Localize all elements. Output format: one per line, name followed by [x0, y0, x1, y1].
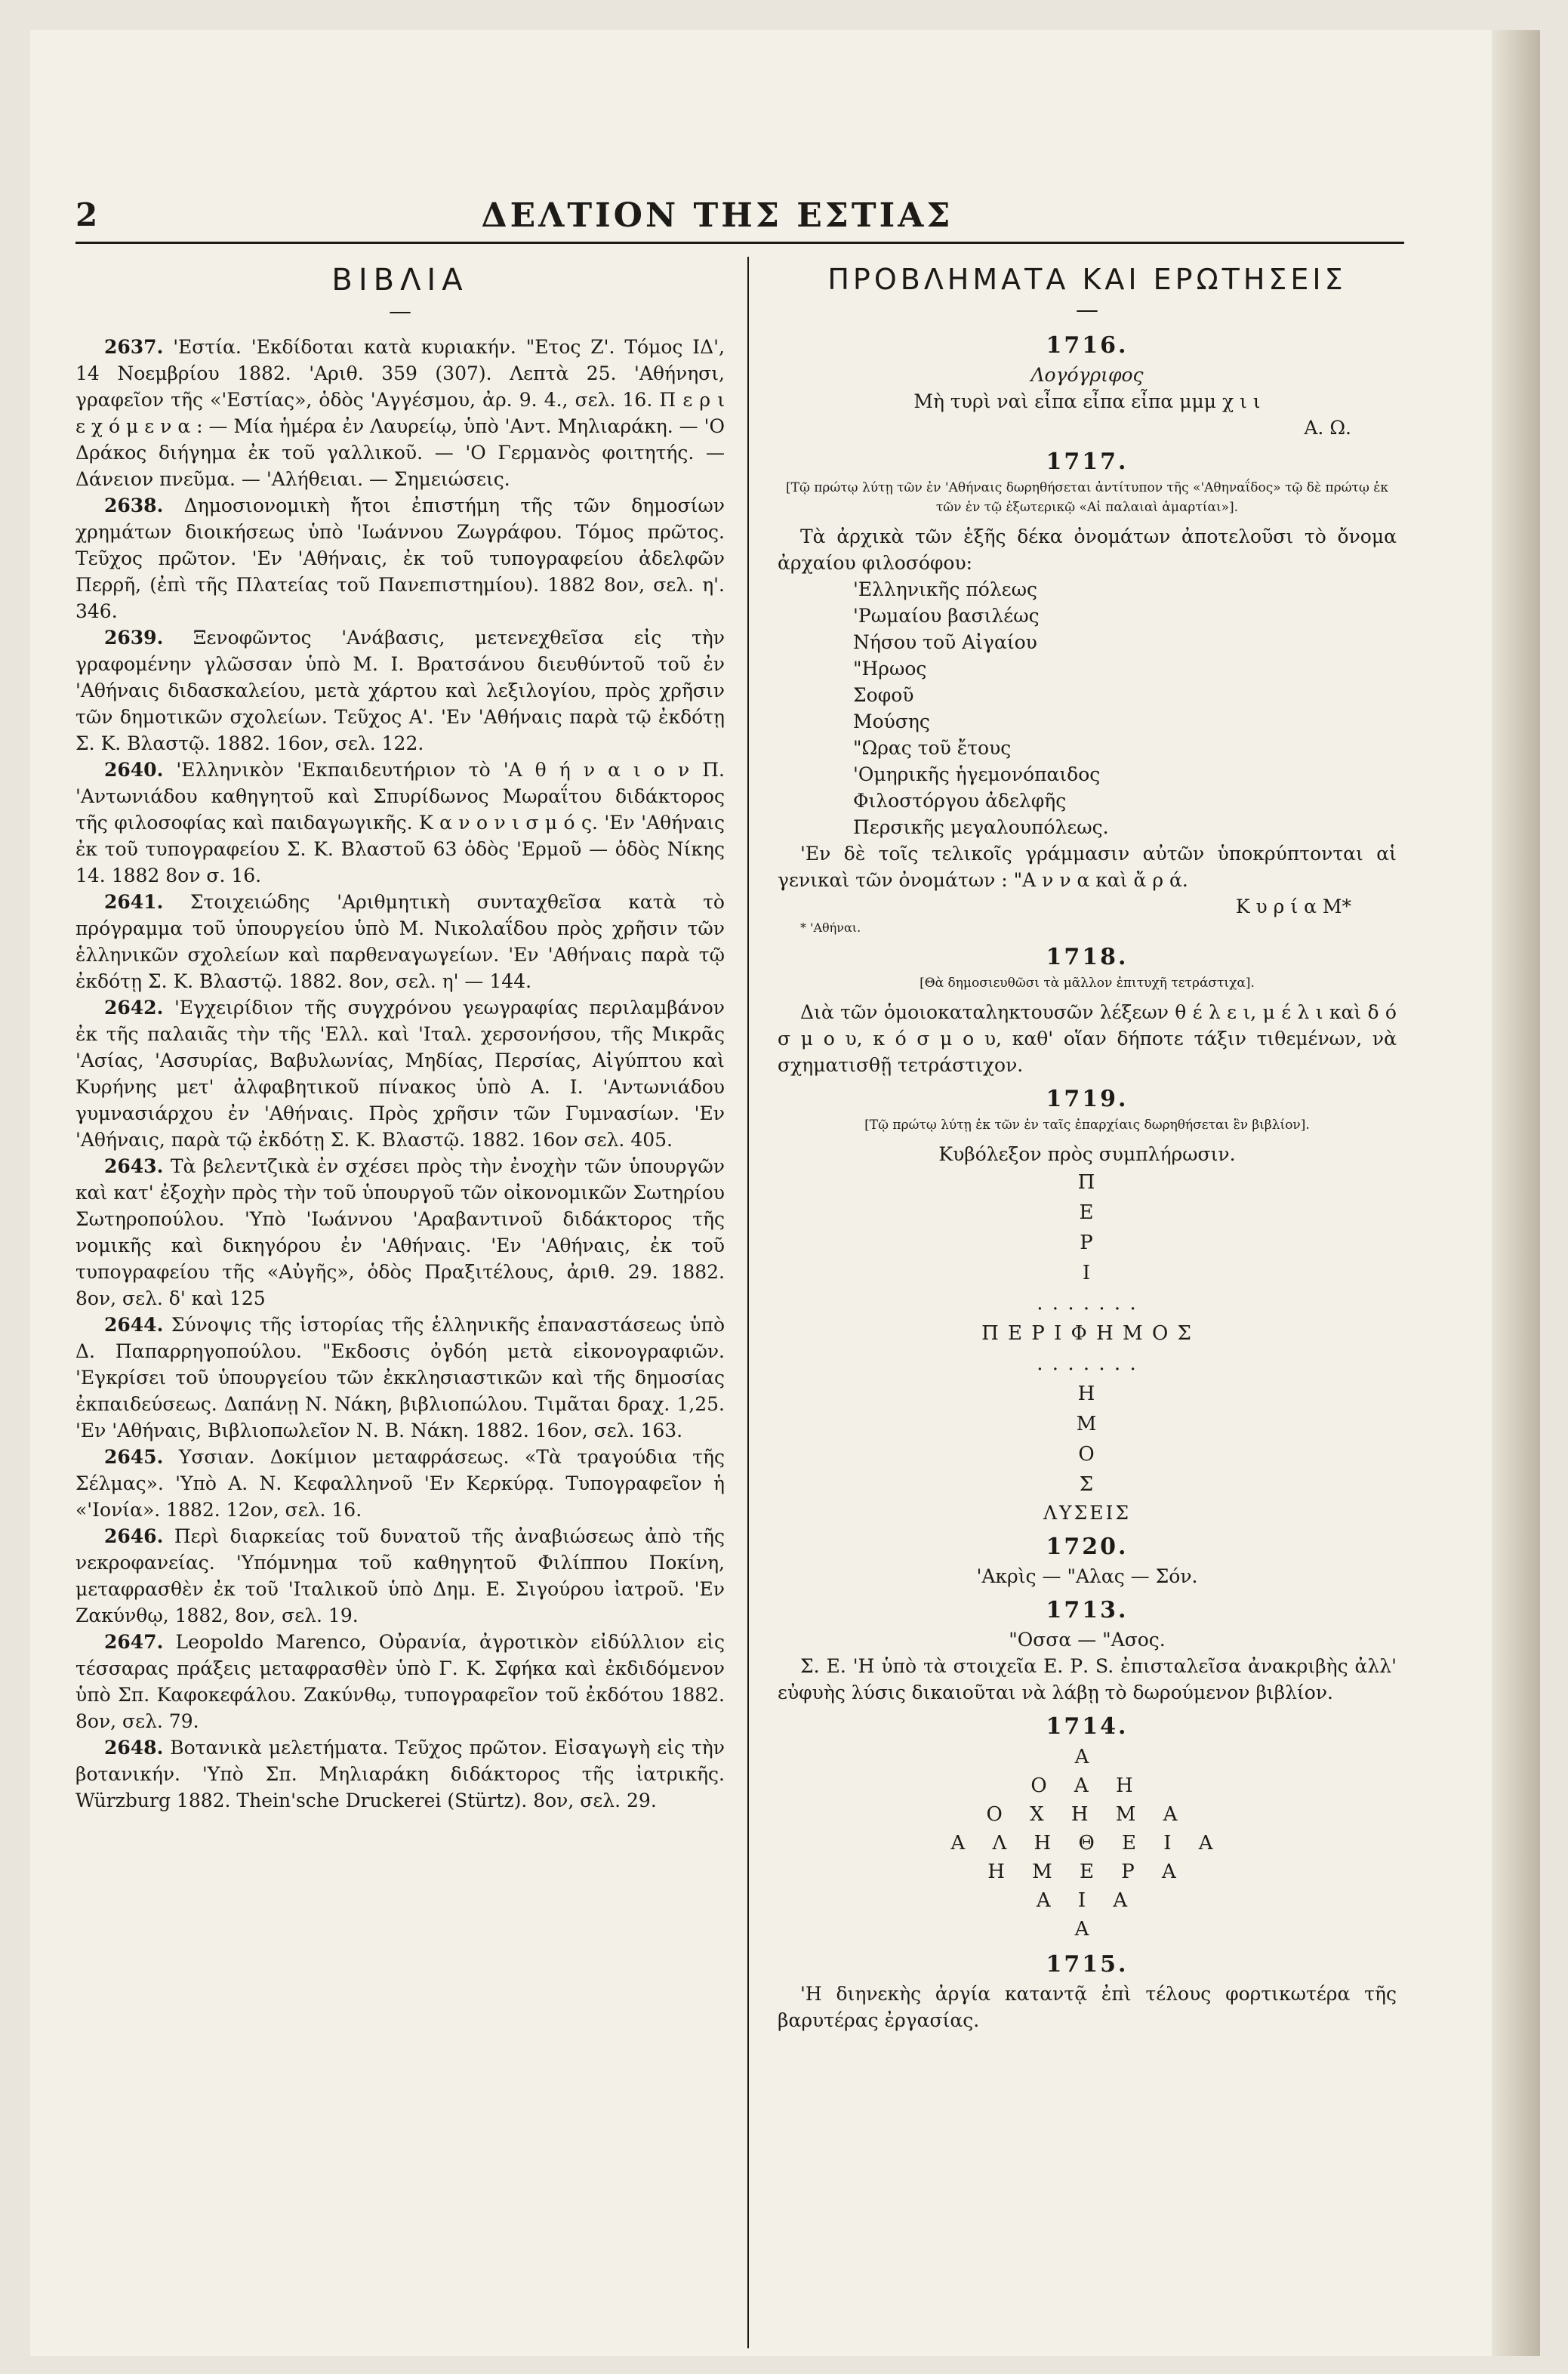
entry-text: 'Ελληνικὸν 'Εκπαιδευτήριον τὸ 'Α θ ή ν α ι ο ν Π. 'Αντωνιάδου καθηγητοῦ καὶ Σπυρίδωνος Μωραΐτου διδάκτορος τῆς φιλοσοφίας καὶ παιδαγωγικῆς. Κ α ν ο ν ι σ μ ό ς. 'Εν 'Αθήναις ἐκ τοῦ τυπογραφείου Σ. Κ. Βλαστοῦ 63 ὁδὸς 'Ερμοῦ — ὁδὸς Νίκης 14. 1882 8ον σ. 16. — [75, 759, 725, 886]
pyramid-row: Α Λ Η Θ Ε Ι Α — [950, 1832, 1224, 1854]
problem-number: 1716. — [1046, 332, 1129, 359]
solution-note: Σ. Ε. 'Η ὑπὸ τὰ στοιχεῖα Ε. Ρ. S. ἐπισταλεῖσα ἀνακριβὴς ἀλλ' εὐφυὴς λύσις δικαιοῦται νὰ λάβῃ τὸ δωρούμενον βιβλίον. — [778, 1655, 1397, 1703]
solution-1720 — [778, 1534, 1397, 1589]
book-entry — [75, 334, 725, 492]
book-entry — [75, 994, 725, 1153]
clue-item: Σοφοῦ — [853, 684, 914, 706]
problem-outro: 'Εν δὲ τοῖς τελικοῖς γράμμασιν αὐτῶν ὑποκρύπτονται αἱ γενικαὶ τῶν ὀνομάτων : "Α ν ν α καὶ ἄ ρ ά. — [778, 843, 1397, 891]
grid-row: Ι — [1082, 1262, 1092, 1284]
book-entry — [75, 757, 725, 889]
clue-item: Φιλοστόργου ἀδελφῆς — [853, 790, 1067, 812]
grid-row: Σ — [1079, 1473, 1095, 1496]
page-number: 2 — [75, 196, 98, 233]
book-entry — [75, 1734, 725, 1814]
entry-text: Σύνοψις τῆς ἱστορίας τῆς ἑλληνικῆς ἐπαναστάσεως ὑπὸ Δ. Παπαρρηγοπούλου. "Εκδοσις ὀγδόη μετὰ εἰκονογραφιῶν. 'Εγκρίσει τοῦ ὑπουργείου τῶν ἐκκλησιαστικῶν καὶ τῆς δημοσίας ἐκπαιδεύσεως. Δαπάνῃ Ν. Νάκη, βιβλιοπώλου. Τιμᾶται δραχ. 1,25. 'Εν 'Αθήναις, Βιβλιοπωλεῖον Ν. Β. Νάκη. 1882. 16ον, σελ. 163. — [75, 1314, 725, 1441]
entry-number: 2638. — [104, 495, 164, 516]
clue-item: Νήσου τοῦ Αἰγαίου — [853, 631, 1037, 653]
problem-number: 1719. — [1046, 1086, 1129, 1112]
prize-note: [Τῷ πρώτῳ λύτῃ ἐκ τῶν ἐν ταῖς ἐπαρχίαις δωρηθήσεται ἓν βιβλίον]. — [864, 1118, 1310, 1133]
pyramid-row: Α Ι Α — [1036, 1889, 1138, 1912]
entry-text: Βοτανικὰ μελετήματα. Τεῦχος πρῶτον. Εἰσαγωγὴ εἰς τὴν βοτανικήν. 'Υπὸ Σπ. Μηλιαράκη διδάκτορος τῆς ἰατρικῆς. Würzburg 1882. Thein'sche Druckerei (Stürtz). 8ον, σελ. 29. — [75, 1737, 725, 1811]
column-divider — [747, 257, 749, 2348]
solution-text: 'Ακρὶς — "Αλας — Σόν. — [976, 1565, 1198, 1587]
grid-row: . . . . . . . — [1037, 1292, 1138, 1315]
problem-1718 — [778, 944, 1397, 1078]
prize-note: [Τῷ πρώτῳ λύτῃ τῶν ἐν 'Αθήναις δωρηθήσεται ἀντίτυπον τῆς «'Αθηναΐδος» τῷ δὲ πρώτῳ ἐκ τῶν ἐν τῷ ἐξωτερικῷ «Αἱ παλαιαὶ ἁμαρτίαι»]. — [786, 480, 1388, 515]
entry-number: 2644. — [104, 1314, 164, 1336]
page-gutter-shadow — [1492, 30, 1540, 2356]
book-entry — [75, 1312, 725, 1444]
grid-row: Μ — [1076, 1413, 1098, 1435]
grid-row: Ο — [1078, 1443, 1096, 1466]
solution-text: 'Η διηνεκὴς ἀργία καταντᾷ ἐπὶ τέλους φορτικωτέρα τῆς βαρυτέρας ἐργασίας. — [778, 1983, 1397, 2031]
book-entry — [75, 1523, 725, 1629]
solution-text: "Οσσα — "Ασος. — [1009, 1629, 1166, 1651]
entry-text: Περὶ διαρκείας τοῦ δυνατοῦ τῆς ἀναβιώσεως ἀπὸ τῆς νεκροφανείας. 'Υπόμνημα τοῦ καθηγητοῦ Φιλίππου Ποκίνη, μεταφρασθὲν ἐκ τοῦ 'Ιταλικοῦ ὑπὸ Δημ. Ε. Σιγούρου ἰατροῦ. 'Εν Ζακύνθῳ, 1882, 8ον, σελ. 19. — [75, 1525, 725, 1626]
cross-word-grid — [778, 1167, 1397, 1500]
problem-1717 — [778, 449, 1397, 936]
clue-item: 'Ελληνικῆς πόλεως — [853, 578, 1038, 600]
pyramid-row: Α — [1074, 1918, 1100, 1941]
entry-text: Ξενοφῶντος 'Ανάβασις, μετενεχθεῖσα εἰς τὴν γραφομένην γλῶσσαν ὑπὸ Μ. Ι. Βρατσάνου διευθύντοῦ τοῦ ἐν 'Αθήναις διδασκαλείου, μετὰ χάρτου καὶ λεξιλογίου, πρὸς χρῆσιν τῶν δημοτικῶν σχολείων. Τεῦχος Α'. 'Εν 'Αθήναις παρὰ τῷ ἐκδότῃ Σ. Κ. Βλαστῷ. 1882. 16ον, σελ. 122. — [75, 627, 725, 754]
pyramid-row: Ο Α Η — [1030, 1774, 1144, 1797]
problem-signature: Α. Ω. — [1304, 417, 1351, 439]
problems-column — [778, 257, 1397, 2033]
clue-item: 'Ρωμαίου βασιλέως — [853, 605, 1040, 627]
clue-item: 'Ομηρικῆς ἡγεμονόπαιδος — [853, 763, 1101, 785]
solutions-title: ΛΥΣΕΙΣ — [1043, 1502, 1132, 1524]
book-entry — [75, 1629, 725, 1734]
entry-text: Δημοσιονομικὴ ἤτοι ἐπιστήμη τῆς τῶν δημοσίων χρημάτων διοικήσεως ὑπὸ 'Ιωάννου Ζωγράφου. Τόμος πρῶτος. Τεῦχος πρῶτον. 'Εν 'Αθήναις, ἐκ τοῦ τυπογραφείου ἀδελφῶν Περρῆ, (ἐπὶ τῆς Πλατείας τοῦ Πανεπιστημίου). 1882 8ον, σελ. η'. 346. — [75, 495, 725, 622]
problem-1716 — [778, 332, 1397, 441]
book-entry — [75, 1153, 725, 1312]
solution-number: 1715. — [1046, 1951, 1129, 1978]
grid-row: Η — [1077, 1383, 1097, 1405]
book-entry — [75, 889, 725, 994]
entry-text: Leopoldo Marenco, Οὐρανία, ἀγροτικὸν εἰδύλλιον εἰς τέσσαρας πράξεις μεταφρασθὲν ὑπὸ Γ. Κ. Σφήκα καὶ ἐκδιδόμενον ὑπὸ Σπ. Καφοκεφάλου. Ζακύνθῳ, τυπογραφεῖον τοῦ ἐκδότου 1882. 8ον, σελ. 79. — [75, 1631, 725, 1732]
clue-list — [853, 576, 1397, 840]
entry-text: Στοιχειώδης 'Αριθμητικὴ συνταχθεῖσα κατὰ τὸ πρόγραμμα τοῦ ὑπουργείου ὑπὸ Μ. Νικολαΐδου πρὸς χρῆσιν τῶν ἑλληνικῶν σχολείων καὶ παρθεναγωγείων. 'Εν 'Αθήναις παρὰ τῷ ἐκδότῃ Σ. Κ. Βλαστῷ. 1882. 8ον, σελ. η' — 144. — [75, 891, 725, 992]
problem-label: Λογόγριφος — [1030, 364, 1144, 386]
entry-number: 2641. — [104, 891, 164, 913]
problem-text: Μὴ τυρὶ ναὶ εἶπα εἶπα εἶπα μμμ χ ι ι — [913, 390, 1261, 412]
problem-signature: Κ υ ρ ί α Μ* — [1235, 896, 1351, 917]
pyramid-row: Α — [1074, 1746, 1100, 1768]
problem-label: Κυβόλεξον πρὸς συμπλήρωσιν. — [938, 1143, 1236, 1165]
grid-row: Π Ε Ρ Ι Φ Η Μ Ο Σ — [981, 1322, 1193, 1345]
book-entries-list — [75, 334, 725, 1814]
problems-section-title: ΠΡΟΒΛΗΜΑΤΑ ΚΑΙ ΕΡΩΤΗΣΕΙΣ — [827, 263, 1347, 296]
pyramid-row: Η Μ Ε Ρ Α — [987, 1861, 1187, 1883]
header-rule — [75, 242, 1404, 244]
pyramid-row: Ο Χ Η Μ Α — [986, 1803, 1188, 1826]
section-dash: — — [389, 298, 411, 325]
solution-1713 — [778, 1597, 1397, 1706]
problem-number: 1717. — [1046, 449, 1129, 475]
problem-intro: Τὰ ἀρχικὰ τῶν ἑξῆς δέκα ὀνομάτων ἀποτελοῦσι τὸ ὄνομα ἀρχαίου φιλοσόφου: — [778, 526, 1397, 574]
clue-item: Περσικῆς μεγαλουπόλεως. — [853, 816, 1109, 838]
pyramid-solution — [778, 1743, 1397, 1944]
prize-note: [Θὰ δημοσιευθῶσι τὰ μᾶλλον ἐπιτυχῆ τετράστιχα]. — [920, 976, 1255, 991]
clue-item: "Ηρωος — [853, 658, 927, 680]
grid-row: Π — [1077, 1171, 1097, 1194]
book-entry — [75, 624, 725, 757]
entry-text: Υσσιαν. Δοκίμιον μεταφράσεως. «Τὰ τραγούδια τῆς Σέλμας». 'Υπὸ Α. Ν. Κεφαλληνοῦ 'Εν Κερκύρᾳ. Τυπογραφεῖον ἡ «'Ιονία». 1882. 12ον, σελ. 16. — [75, 1446, 725, 1521]
books-column — [75, 257, 725, 1814]
page-header — [75, 174, 1404, 234]
entry-number: 2642. — [104, 997, 164, 1019]
running-title: ΔΕΛΤΙΟΝ ΤΗΣ ΕΣΤΙΑΣ — [481, 196, 953, 235]
entry-text: Τὰ βελεντζικὰ ἐν σχέσει πρὸς τὴν ἐνοχὴν τῶν ὑπουργῶν καὶ κατ' ἐξοχὴν πρὸς τὴν τοῦ ὑπουργοῦ τῶν οἰκονομικῶν Σωτηρίου Σωτηροπούλου. 'Υπὸ 'Ιωάννου 'Αραβαντινοῦ διδάκτορος τῆς νομικῆς καὶ δικηγόρου ἐν 'Αθήναις. 'Εν 'Αθήναις, ἐκ τοῦ τυπογραφείου τῆς «Αὐγῆς», ὁδὸς Πραξιτέλους, ἀριθ. 29. 1882. 8ον, σελ. δ' καὶ 125 — [75, 1155, 725, 1309]
solution-1714 — [778, 1713, 1397, 1944]
book-entry — [75, 492, 725, 624]
solution-1715 — [778, 1951, 1397, 2033]
section-dash: — — [1076, 297, 1098, 323]
entry-number: 2647. — [104, 1631, 164, 1653]
grid-row: Ρ — [1080, 1232, 1095, 1254]
problem-number: 1718. — [1046, 944, 1129, 970]
solution-number: 1720. — [1046, 1534, 1129, 1560]
entry-number: 2643. — [104, 1155, 164, 1177]
entry-number: 2646. — [104, 1525, 164, 1547]
entry-number: 2637. — [104, 336, 164, 358]
problem-1719 — [778, 1086, 1397, 1500]
footnote: * 'Αθήναι. — [800, 920, 861, 935]
entry-number: 2645. — [104, 1446, 164, 1468]
entry-number: 2639. — [104, 627, 164, 649]
entry-text: 'Εστία. 'Εκδίδοται κατὰ κυριακήν. "Ετος Ζ'. Τόμος ΙΔ', 14 Νοεμβρίου 1882. 'Αριθ. 359 (307). Λεπτὰ 25. 'Αθήνησι, γραφεῖον τῆς «'Εστίας», ὁδὸς 'Αγγέσμου, ἀρ. 9. 4., σελ. 16. Π ε ρ ι ε χ ό μ ε ν α : — Μία ἡμέρα ἐν Λαυρείῳ, ὑπὸ 'Αντ. Μηλιαράκη. — 'Ο Δράκος διήγημα ἐκ τοῦ γαλλικοῦ. — 'Ο Γερμανὸς φοιτητής. — Δάνειον πνεῦμα. — 'Αλήθειαι. — Σημειώσεις. — [75, 336, 725, 490]
books-section-title: ΒΙΒΛΙΑ — [331, 263, 469, 298]
entry-text: 'Εγχειρίδιον τῆς συγχρόνου γεωγραφίας περιλαμβάνον ἐκ τῆς παλαιᾶς τὴν τῆς 'Ελλ. καὶ 'Ιταλ. χερσονήσου, τῆς Μικρᾶς 'Ασίας, 'Ασσυρίας, Βαβυλωνίας, Μηδίας, Περσίας, Αἰγύπτου καὶ Κυρήνης μετ' ἀλφαβητικοῦ πίνακος ὑπὸ Α. Ι. 'Αντωνιάδου γυμνασιάρχου ἐν 'Αθήναις. Πρὸς χρῆσιν τῶν Γυμνασίων. 'Εν 'Αθήναις, παρὰ τῷ ἐκδότῃ Σ. Κ. Βλαστῷ. 1882. 16ον σελ. 405. — [75, 997, 725, 1151]
clue-item: Μούσης — [853, 711, 930, 732]
clue-item: "Ωρας τοῦ ἔτους — [853, 737, 1012, 759]
solution-number: 1714. — [1046, 1713, 1129, 1740]
solution-number: 1713. — [1046, 1597, 1129, 1623]
problem-text: Διὰ τῶν ὁμοιοκαταληκτουσῶν λέξεων θ έ λ ε ι, μ έ λ ι καὶ δ ό σ μ ο υ, κ ό σ μ ο υ, καθ' οἵαν δήποτε τάξιν τιθεμένων, νὰ σχηματισθῇ τετράστιχον. — [778, 1001, 1397, 1076]
grid-row: . . . . . . . — [1037, 1352, 1138, 1375]
grid-row: Ε — [1079, 1201, 1095, 1224]
book-entry — [75, 1444, 725, 1523]
entry-number: 2640. — [104, 759, 164, 781]
newspaper-page — [30, 30, 1540, 2356]
entry-number: 2648. — [104, 1737, 164, 1759]
